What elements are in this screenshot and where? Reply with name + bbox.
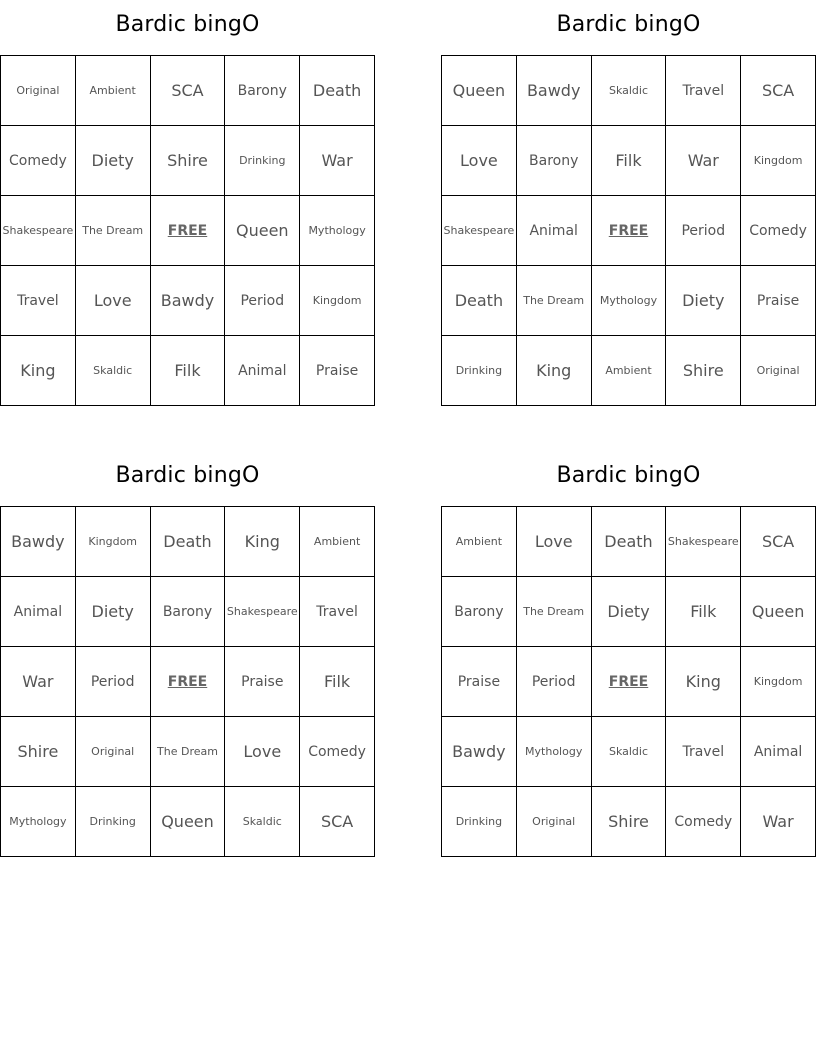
- bingo-cell: [151, 336, 226, 406]
- bingo-cell: [741, 717, 816, 787]
- cell-label: Ambient: [89, 84, 136, 97]
- cell-label: SCA: [320, 812, 354, 831]
- bingo-cell: [151, 126, 226, 196]
- bingo-cell: [1, 196, 76, 266]
- bingo-cell: [592, 126, 667, 196]
- cell-label: Comedy: [9, 152, 67, 169]
- cell-label: Barony: [237, 82, 287, 99]
- cell-label: Drinking: [455, 364, 503, 377]
- bingo-cell: [666, 507, 741, 577]
- bingo-cell: [225, 577, 300, 647]
- free-space-cell: [151, 647, 226, 717]
- bingo-cell: [1, 336, 76, 406]
- bingo-cell: [741, 647, 816, 717]
- cell-label: Comedy: [308, 743, 366, 760]
- bingo-cell: [517, 787, 592, 857]
- cell-label: Queen: [161, 812, 214, 831]
- bingo-cell: [442, 126, 517, 196]
- bingo-cell: [517, 56, 592, 126]
- cell-label: Ambient: [455, 535, 503, 548]
- cell-label: Filk: [323, 672, 351, 691]
- bingo-cell: [300, 507, 375, 577]
- cell-label: Comedy: [674, 813, 733, 830]
- bingo-cell: [517, 126, 592, 196]
- bingo-cell: [517, 717, 592, 787]
- cell-label: King: [536, 361, 572, 380]
- bingo-cell: [300, 56, 375, 126]
- bingo-cell: [592, 787, 667, 857]
- free-space-label: FREE: [167, 673, 208, 690]
- cell-label: Love: [243, 742, 282, 761]
- cell-label: Shakespeare: [667, 535, 739, 548]
- free-space-cell: [592, 647, 667, 717]
- bingo-cell: [517, 507, 592, 577]
- bingo-cell: [1, 266, 76, 336]
- bingo-cell: [76, 56, 151, 126]
- cell-label: Original: [532, 815, 576, 828]
- cell-label: War: [321, 151, 353, 170]
- cell-label: SCA: [761, 81, 795, 100]
- bingo-cell: [442, 787, 517, 857]
- cell-label: Queen: [452, 81, 506, 100]
- cell-label: The Dream: [157, 745, 218, 758]
- cell-label: Barony: [454, 603, 504, 620]
- cell-label: Bawdy: [160, 291, 215, 310]
- bingo-cell: [741, 787, 816, 857]
- cell-label: Death: [312, 81, 362, 100]
- cell-label: Period: [240, 292, 285, 309]
- bingo-cell: [225, 647, 300, 717]
- cell-label: Praise: [457, 673, 501, 690]
- bingo-cell: [666, 787, 741, 857]
- bingo-cell: [1, 56, 76, 126]
- card-title: Bardic bingO: [556, 12, 701, 37]
- cell-label: Animal: [13, 603, 63, 620]
- bingo-cell: [225, 196, 300, 266]
- bingo-cell: [76, 196, 151, 266]
- bingo-cell: [151, 266, 226, 336]
- bingo-cell: [76, 647, 151, 717]
- bingo-cell: [300, 336, 375, 406]
- bingo-cell: [300, 266, 375, 336]
- bingo-cell: [741, 266, 816, 336]
- cell-label: Diety: [91, 151, 134, 170]
- bingo-card-4: [441, 451, 816, 857]
- cell-label: Shire: [167, 151, 208, 170]
- cell-label: Original: [756, 364, 800, 377]
- free-space-label: FREE: [608, 222, 649, 239]
- cell-label: Diety: [682, 291, 725, 310]
- bingo-cell: [76, 126, 151, 196]
- bingo-cell: [592, 577, 667, 647]
- bingo-cell: [517, 196, 592, 266]
- cell-label: Bawdy: [452, 742, 506, 761]
- cell-label: Mythology: [9, 815, 67, 828]
- cell-label: SCA: [171, 81, 204, 100]
- bingo-card-2: [441, 0, 816, 406]
- cell-label: Shire: [608, 812, 649, 831]
- cell-label: Filk: [174, 361, 201, 380]
- cell-label: Bawdy: [11, 532, 65, 551]
- cell-label: War: [22, 672, 54, 691]
- bingo-cell: [592, 56, 667, 126]
- cell-label: Barony: [529, 152, 579, 169]
- bingo-cell: [517, 647, 592, 717]
- cell-label: Kingdom: [753, 675, 803, 688]
- bingo-cell: [1, 647, 76, 717]
- cell-label: Period: [681, 222, 726, 239]
- cell-label: Bawdy: [526, 81, 581, 100]
- cell-label: King: [685, 672, 721, 691]
- bingo-cell: [666, 336, 741, 406]
- cell-label: Queen: [236, 221, 289, 240]
- bingo-cell: [151, 577, 226, 647]
- cell-label: The Dream: [523, 605, 585, 618]
- bingo-cell: [442, 507, 517, 577]
- bingo-cell: [300, 196, 375, 266]
- cell-label: Period: [90, 673, 135, 690]
- card-title: Bardic bingO: [556, 463, 701, 488]
- free-space-cell: [592, 196, 667, 266]
- cell-label: King: [244, 532, 280, 551]
- bingo-cell: [225, 787, 300, 857]
- cell-label: War: [687, 151, 719, 170]
- bingo-cell: [225, 336, 300, 406]
- cell-label: Skaldic: [242, 815, 282, 828]
- bingo-cell: [225, 266, 300, 336]
- bingo-cell: [225, 126, 300, 196]
- cell-label: War: [762, 812, 794, 831]
- cell-label: Shakespeare: [443, 224, 515, 237]
- bingo-cell: [592, 336, 667, 406]
- cell-label: Animal: [238, 362, 287, 379]
- cell-label: Comedy: [749, 222, 807, 239]
- cell-label: Skaldic: [608, 84, 649, 97]
- bingo-cell: [76, 577, 151, 647]
- cell-label: Ambient: [313, 535, 361, 548]
- cell-label: The Dream: [82, 224, 144, 237]
- cell-label: Animal: [753, 743, 803, 760]
- bingo-cell: [666, 717, 741, 787]
- free-space-cell: [151, 196, 226, 266]
- cell-label: Filk: [615, 151, 642, 170]
- bingo-cell: [741, 126, 816, 196]
- free-space-label: FREE: [608, 673, 649, 690]
- cell-label: Skaldic: [93, 364, 133, 377]
- bingo-cell: [592, 507, 667, 577]
- cell-label: Period: [531, 673, 576, 690]
- cell-label: Drinking: [239, 154, 286, 167]
- cell-label: Mythology: [525, 745, 583, 758]
- bingo-card-1: [0, 0, 375, 406]
- cell-label: Travel: [316, 603, 358, 620]
- cell-label: Original: [91, 745, 135, 758]
- cell-label: Praise: [315, 362, 359, 379]
- bingo-cell: [300, 577, 375, 647]
- cell-label: Queen: [751, 602, 805, 621]
- bingo-cell: [442, 56, 517, 126]
- cell-label: Kingdom: [88, 535, 138, 548]
- bingo-card-3: [0, 451, 375, 857]
- bingo-cell: [592, 266, 667, 336]
- bingo-cell: [442, 336, 517, 406]
- bingo-grid: [441, 55, 816, 406]
- bingo-cell: [1, 126, 76, 196]
- bingo-cell: [517, 577, 592, 647]
- bingo-cell: [151, 507, 226, 577]
- bingo-cell: [592, 717, 667, 787]
- bingo-cell: [300, 647, 375, 717]
- bingo-cell: [741, 56, 816, 126]
- bingo-cell: [442, 196, 517, 266]
- bingo-cell: [225, 507, 300, 577]
- cell-label: The Dream: [523, 294, 585, 307]
- cell-label: Drinking: [89, 815, 136, 828]
- bingo-cell: [76, 266, 151, 336]
- cell-label: Kingdom: [312, 294, 362, 307]
- cell-label: Kingdom: [753, 154, 803, 167]
- cell-label: Mythology: [599, 294, 658, 307]
- cell-label: Drinking: [455, 815, 503, 828]
- cell-label: Barony: [162, 603, 213, 620]
- cell-label: Diety: [91, 602, 134, 621]
- cell-label: Ambient: [605, 364, 652, 377]
- cell-label: Love: [460, 151, 498, 170]
- bingo-cell: [300, 717, 375, 787]
- bingo-grid: [0, 506, 375, 857]
- bingo-cell: [300, 787, 375, 857]
- bingo-cell: [666, 56, 741, 126]
- cell-label: Death: [163, 532, 212, 551]
- cell-label: Praise: [241, 673, 284, 690]
- cell-label: Death: [604, 532, 653, 551]
- cell-label: Mythology: [308, 224, 366, 237]
- bingo-cell: [300, 126, 375, 196]
- bingo-cell: [666, 196, 741, 266]
- cell-label: Travel: [682, 82, 725, 99]
- cell-label: Original: [16, 84, 60, 97]
- bingo-cell: [741, 336, 816, 406]
- bingo-cell: [666, 577, 741, 647]
- bingo-cell: [76, 717, 151, 787]
- cell-label: Shakespeare: [226, 605, 298, 618]
- cell-label: Travel: [17, 292, 59, 309]
- bingo-cell: [741, 507, 816, 577]
- bingo-cell: [517, 266, 592, 336]
- cell-label: King: [20, 361, 56, 380]
- cell-label: Animal: [529, 222, 578, 239]
- bingo-cell: [666, 266, 741, 336]
- bingo-cell: [151, 717, 226, 787]
- bingo-cell: [76, 787, 151, 857]
- bingo-cell: [442, 266, 517, 336]
- cell-label: Love: [93, 291, 132, 310]
- bingo-cell: [517, 336, 592, 406]
- cell-label: Praise: [756, 292, 800, 309]
- cell-label: Love: [534, 532, 573, 551]
- cell-label: Shire: [17, 742, 59, 761]
- card-title: Bardic bingO: [115, 12, 260, 37]
- bingo-grid: [0, 55, 375, 406]
- bingo-grid: [441, 506, 816, 857]
- bingo-cell: [741, 196, 816, 266]
- cell-label: Shakespeare: [2, 224, 74, 237]
- bingo-cell: [1, 787, 76, 857]
- cell-label: Death: [454, 291, 504, 310]
- cell-label: Skaldic: [608, 745, 649, 758]
- free-space-label: FREE: [167, 222, 208, 239]
- bingo-cell: [76, 336, 151, 406]
- cell-label: Diety: [607, 602, 650, 621]
- bingo-cell: [1, 577, 76, 647]
- bingo-cell: [76, 507, 151, 577]
- card-title: Bardic bingO: [115, 463, 260, 488]
- cell-label: SCA: [761, 532, 795, 551]
- bingo-cell: [1, 717, 76, 787]
- bingo-cell: [442, 717, 517, 787]
- cell-label: Travel: [682, 743, 725, 760]
- bingo-cell: [1, 507, 76, 577]
- bingo-cell: [225, 56, 300, 126]
- bingo-cell: [666, 647, 741, 717]
- cell-label: Shire: [682, 361, 724, 380]
- bingo-cell: [741, 577, 816, 647]
- cell-label: Filk: [690, 602, 717, 621]
- bingo-cell: [225, 717, 300, 787]
- bingo-cell: [666, 126, 741, 196]
- bingo-cell: [151, 787, 226, 857]
- bingo-cell: [151, 56, 226, 126]
- bingo-cell: [442, 577, 517, 647]
- bingo-cell: [442, 647, 517, 717]
